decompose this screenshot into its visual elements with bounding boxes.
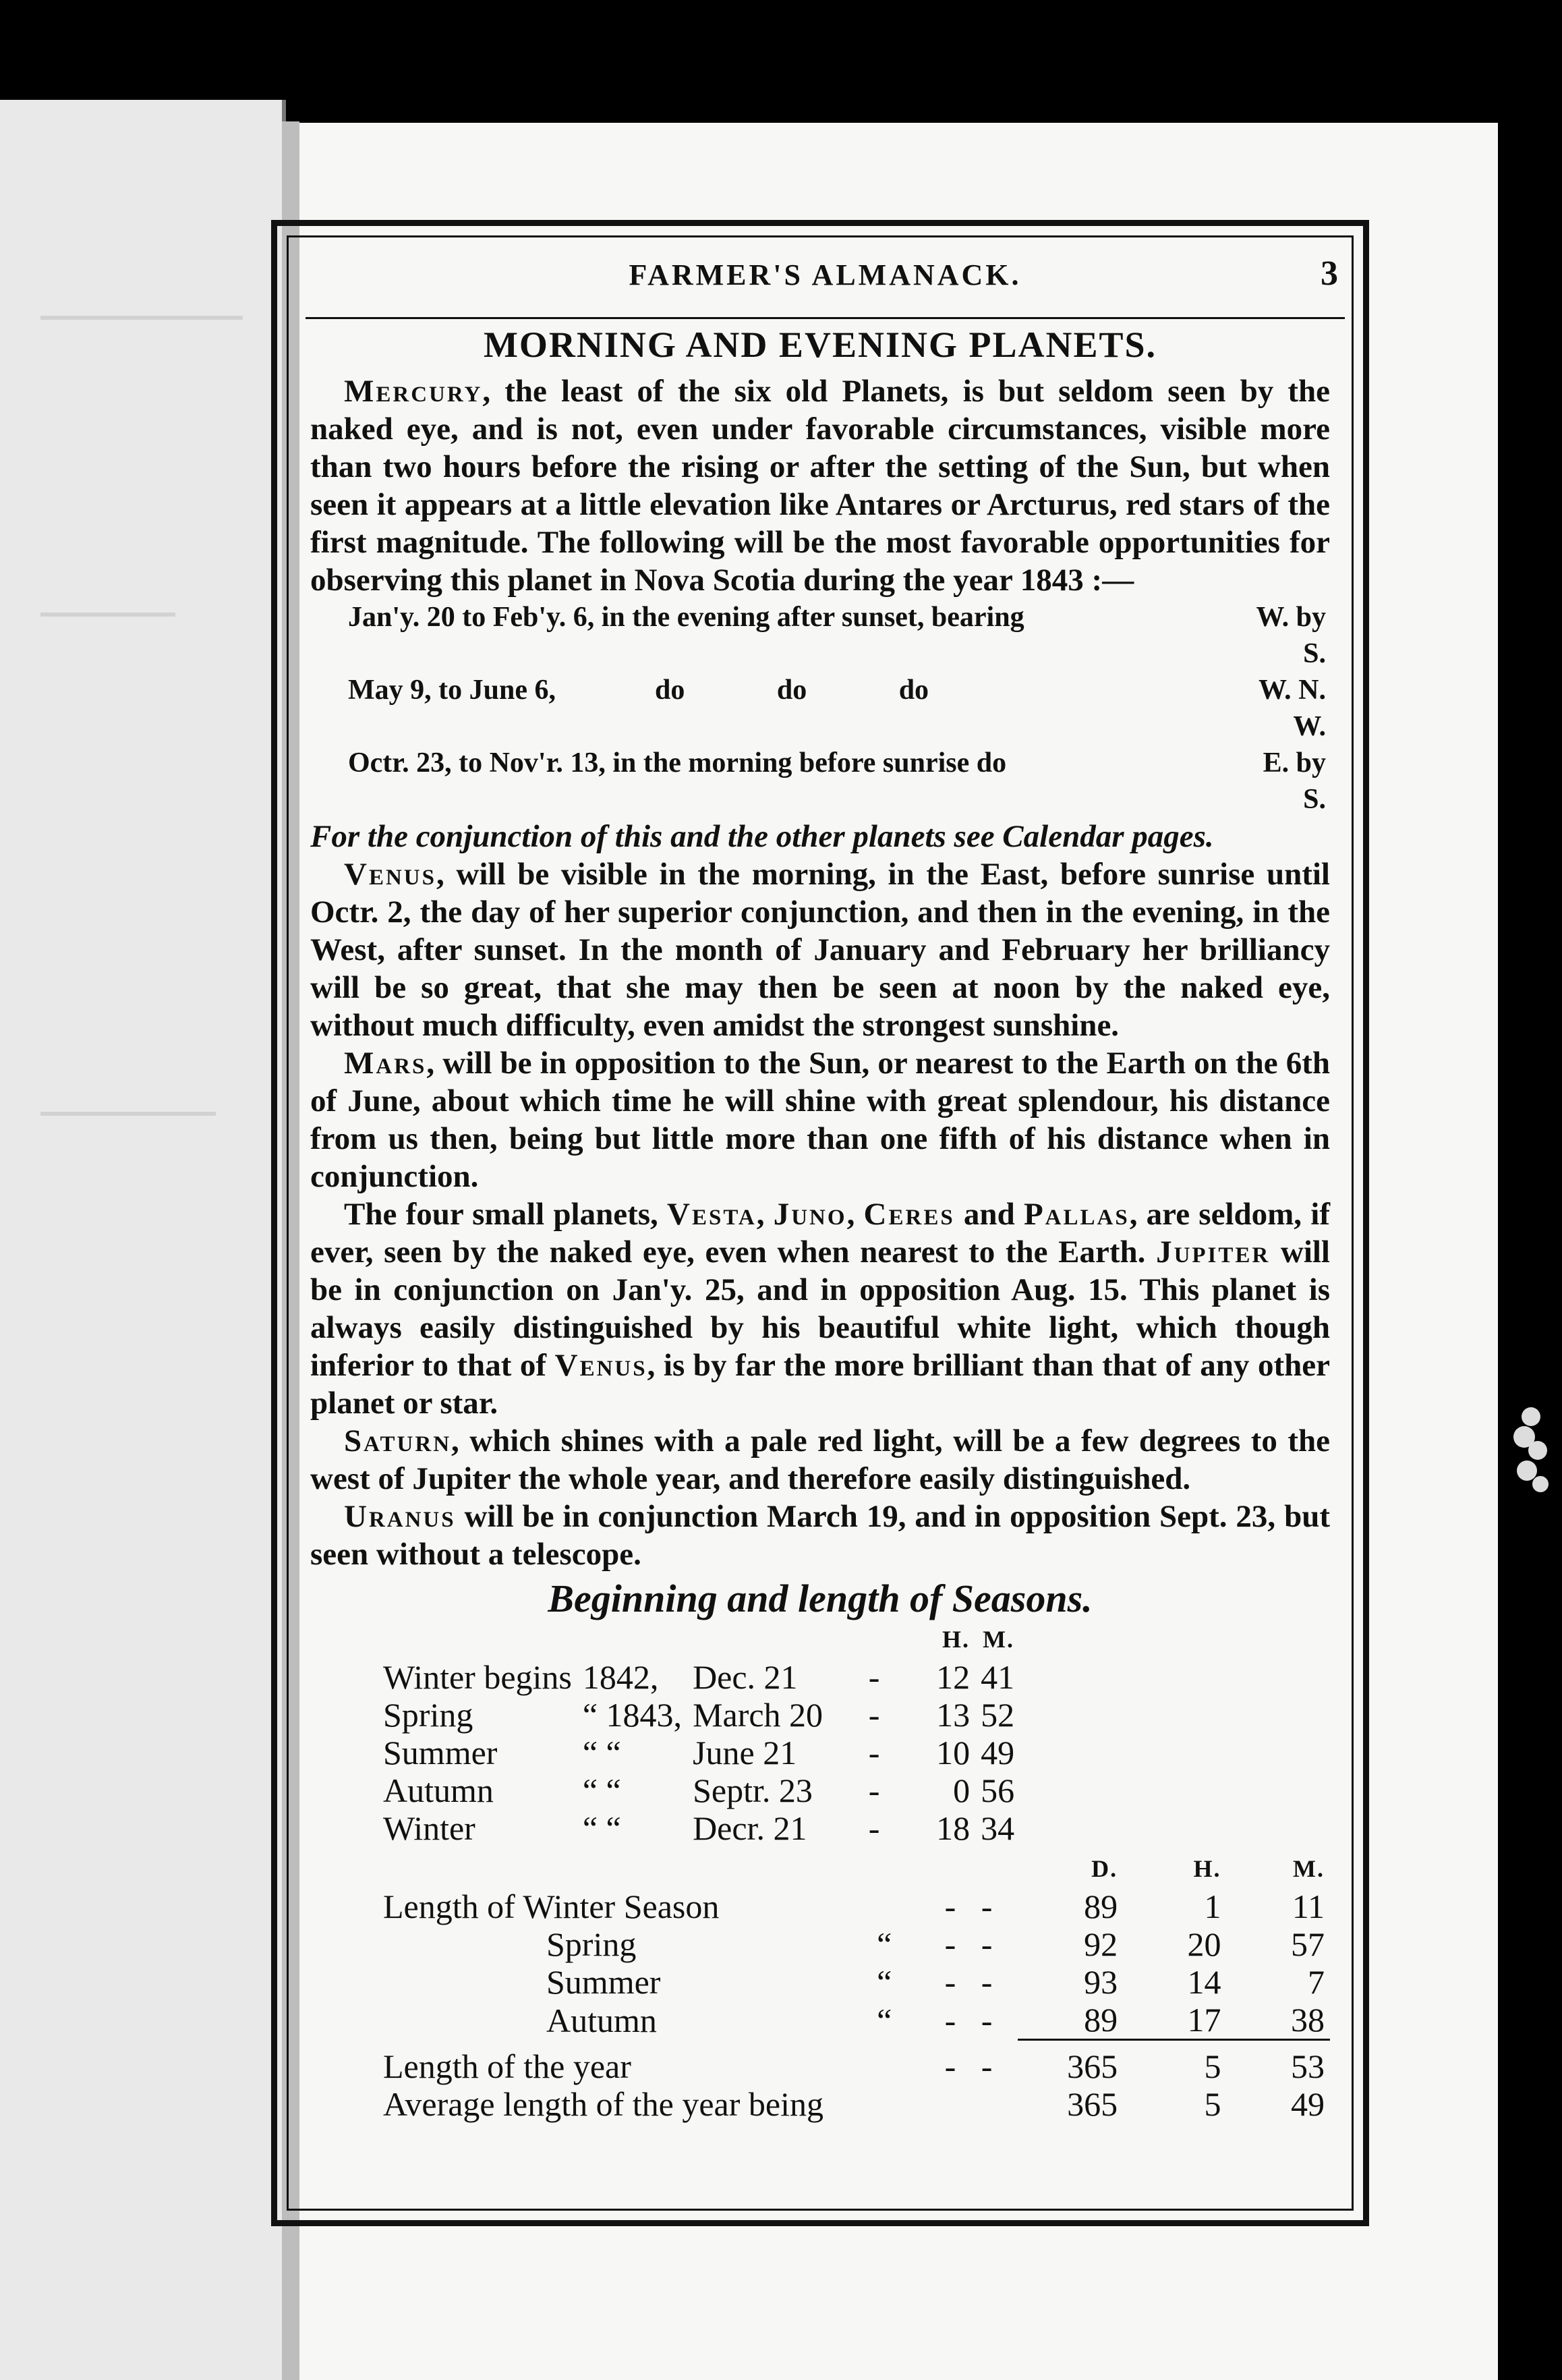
- season-minutes: 49: [981, 1734, 1015, 1772]
- uranus-paragraph: [310, 1498, 1330, 1573]
- planet-name: Venus: [344, 857, 436, 892]
- planet-name: Jupiter: [1156, 1235, 1271, 1270]
- paragraph-text: will be in conjunction March 19, and in opposition Sept. 23, but seen without a telescope.: [310, 1499, 1330, 1572]
- season-date: June 21: [693, 1734, 797, 1772]
- section-title: MORNING AND EVENING PLANETS.: [483, 324, 1157, 365]
- paragraph-text: , are seldom, if ever, seen by the naked eye, even when nearest to the Earth.: [310, 1197, 1330, 1270]
- length-days: 92: [1084, 1925, 1118, 1963]
- planet-name: Juno: [773, 1197, 847, 1232]
- season-year: “ “: [582, 1772, 621, 1809]
- seasons-table: [378, 1620, 1020, 1847]
- table-row: [378, 1658, 1020, 1696]
- planet-name: Mars: [344, 1046, 427, 1081]
- season-year: “ “: [582, 1809, 621, 1847]
- ditto-mark: “: [877, 1963, 892, 2001]
- length-hours: 14: [1187, 1963, 1221, 2001]
- season-hours: 10: [936, 1734, 971, 1772]
- venus-paragraph: [310, 855, 1330, 1044]
- mercury-paragraph: [310, 372, 1330, 599]
- season-hours: 18: [936, 1809, 971, 1847]
- article-body: [310, 372, 1330, 2123]
- season-hours: 12: [936, 1658, 971, 1696]
- season-hours: 13: [936, 1696, 971, 1734]
- hours-header: H.: [942, 1626, 971, 1653]
- hours-header: H.: [1193, 1855, 1221, 1882]
- length-days: 89: [1084, 2001, 1118, 2039]
- year-minutes: 53: [1291, 2047, 1325, 2085]
- planet-name: Vesta: [667, 1197, 757, 1232]
- table-row: [378, 1734, 1020, 1772]
- year-label: Average length of the year being: [383, 2085, 823, 2123]
- observation-dates: May 9, to June 6, do do do: [348, 675, 929, 706]
- year-days: 365: [1067, 2085, 1118, 2123]
- length-hours: 1: [1204, 1888, 1221, 1925]
- season-length-table: [378, 1850, 1330, 2123]
- calendar-note: For the conjunction of this and the other planets see Calendar pages.: [310, 819, 1214, 854]
- season-dash: -: [868, 1772, 880, 1809]
- table-row: [378, 1696, 1020, 1734]
- show-through-line: [40, 613, 175, 617]
- inner-frame: [287, 235, 1354, 2211]
- table-row: [378, 1809, 1020, 1847]
- seasons-title: Beginning and length of Seasons.: [548, 1577, 1093, 1620]
- season-date: Decr. 21: [693, 1809, 807, 1847]
- season-minutes: 41: [981, 1658, 1015, 1696]
- small-planets-paragraph: [310, 1195, 1330, 1422]
- table-header-row: [378, 1850, 1330, 1888]
- flower-ornament-icon: [1511, 1390, 1555, 1504]
- running-header: [306, 254, 1345, 305]
- length-minutes: 7: [1308, 1963, 1325, 2001]
- show-through-line: [40, 316, 243, 320]
- year-minutes: 49: [1291, 2085, 1325, 2123]
- season-year: 1842,: [582, 1658, 659, 1696]
- length-minutes: 38: [1291, 2001, 1325, 2039]
- sum-rule-row: [378, 2040, 1330, 2048]
- observation-direction: W. N. W.: [1259, 675, 1326, 742]
- length-label: Length of Winter Season: [383, 1888, 720, 1925]
- header-rule: [306, 317, 1345, 319]
- season-name: Winter begins: [383, 1658, 572, 1696]
- facing-page: [0, 100, 286, 2380]
- running-head: FARMER'S ALMANACK.: [629, 258, 1022, 291]
- table-row: Length of the year - - 365 5 53: [378, 2047, 1330, 2085]
- length-days: 93: [1084, 1963, 1118, 2001]
- sum-rule: [1018, 2040, 1330, 2048]
- season-year: “ 1843,: [582, 1696, 683, 1734]
- observation-row: [310, 599, 1330, 672]
- separator: and: [954, 1197, 1024, 1232]
- length-label: Summer: [546, 1963, 661, 2001]
- table-row: Length of Winter Season - - 89 1 11: [378, 1888, 1330, 1925]
- minutes-header: M.: [1293, 1855, 1325, 1882]
- length-label: Spring: [546, 1925, 637, 1963]
- table-row: [378, 1772, 1020, 1809]
- season-dash: -: [868, 1658, 880, 1696]
- season-name: Spring: [383, 1696, 473, 1734]
- separator: ,: [846, 1197, 864, 1232]
- page-frame: [271, 220, 1369, 2226]
- paragraph-text: The four small planets,: [344, 1197, 668, 1232]
- observation-direction: E. by S.: [1263, 747, 1326, 815]
- ditto-mark: “: [877, 1925, 892, 1963]
- table-row: Summer “ - - 93 14 7: [378, 1963, 1330, 2001]
- season-date: Dec. 21: [693, 1658, 798, 1696]
- observation-row: [310, 672, 1330, 745]
- observation-direction: W. by S.: [1256, 602, 1326, 669]
- length-minutes: 57: [1291, 1925, 1325, 1963]
- observation-dates: Jan'y. 20 to Feb'y. 6, in the evening after sunset, bearing: [348, 602, 1024, 633]
- ditto-mark: [871, 1888, 919, 1925]
- saturn-paragraph: [310, 1422, 1330, 1498]
- length-hours: 17: [1187, 2001, 1221, 2039]
- table-row: [378, 2085, 1330, 2123]
- planet-name: Venus: [554, 1348, 647, 1383]
- year-hours: 5: [1204, 2085, 1221, 2123]
- table-row: Autumn “ - - 89 17 38: [378, 2001, 1330, 2040]
- season-year: “ “: [582, 1734, 621, 1772]
- planet-name: Saturn: [344, 1423, 452, 1458]
- season-dash: -: [868, 1696, 880, 1734]
- mars-paragraph: [310, 1044, 1330, 1195]
- season-date: Septr. 23: [693, 1772, 813, 1809]
- paragraph-text: , the least of the six old Planets, is but seldom seen by the naked eye, and is not, even under favorable circumstances, visible more than two hours before the rising or after the setting of the Sun, but when seen it appears at a little elevation like Antares or Arcturus, red stars of the first magnitude. The following will be the most favorable opportunities for observing this planet in Nova Scotia during the year 1843 :—: [310, 374, 1330, 598]
- season-dash: -: [868, 1734, 880, 1772]
- season-minutes: 52: [981, 1696, 1015, 1734]
- table-header-row: [378, 1620, 1020, 1658]
- season-dash: -: [868, 1809, 880, 1847]
- season-date: March 20: [693, 1696, 823, 1734]
- observation-row: [310, 745, 1330, 818]
- season-hours: 0: [953, 1772, 971, 1809]
- days-header: D.: [1091, 1855, 1118, 1882]
- separator: ,: [756, 1197, 774, 1232]
- planet-name: Mercury: [344, 374, 483, 409]
- paragraph-text: , will be in opposition to the Sun, or nearest to the Earth on the 6th of June, about which time he will shine with great splendour, his distance from us then, being but little more than one fifth of his distance when in conjunction.: [310, 1046, 1330, 1194]
- season-name: Summer: [383, 1734, 498, 1772]
- planet-name: Pallas: [1023, 1197, 1130, 1232]
- year-hours: 5: [1204, 2047, 1221, 2085]
- observation-dates: Octr. 23, to Nov'r. 13, in the morning before sunrise do: [348, 747, 1007, 778]
- show-through-line: [40, 1112, 216, 1116]
- year-label: Length of the year: [383, 2047, 631, 2085]
- length-label: Autumn: [546, 2001, 657, 2039]
- length-days: 89: [1084, 1888, 1118, 1925]
- season-minutes: 34: [981, 1809, 1015, 1847]
- paragraph-text: , will be visible in the morning, in the East, before sunrise until Octr. 2, the day of her superior conjunction, and then in the evening, in the West, after sunset. In the month of January and February her brilliancy will be so great, that she may then be seen at noon by the naked eye, without much difficulty, even amidst the strongest sunshine.: [310, 857, 1330, 1043]
- planet-name: Ceres: [863, 1197, 955, 1232]
- season-name: Autumn: [383, 1772, 494, 1809]
- season-name: Winter: [383, 1809, 475, 1847]
- paragraph-text: , which shines with a pale red light, will be a few degrees to the west of Jupiter the whole year, and therefore easily distinguished.: [310, 1423, 1330, 1496]
- paragraph-text: , is by far the more brilliant than that of any other planet or star.: [310, 1348, 1330, 1421]
- length-minutes: 11: [1292, 1888, 1325, 1925]
- minutes-header: M.: [983, 1626, 1015, 1653]
- table-row: Spring “ - - 92 20 57: [378, 1925, 1330, 1963]
- length-hours: 20: [1187, 1925, 1221, 1963]
- page-number: 3: [1321, 254, 1338, 293]
- planet-name: Uranus: [344, 1499, 456, 1534]
- year-days: 365: [1067, 2047, 1118, 2085]
- ditto-mark: “: [877, 2001, 892, 2039]
- paragraph-text: will be in conjunction on Jan'y. 25, and in opposition Aug. 15. This planet is always easily distinguished by his beautiful white light, which though inferior to that of: [310, 1235, 1330, 1383]
- season-minutes: 56: [981, 1772, 1015, 1809]
